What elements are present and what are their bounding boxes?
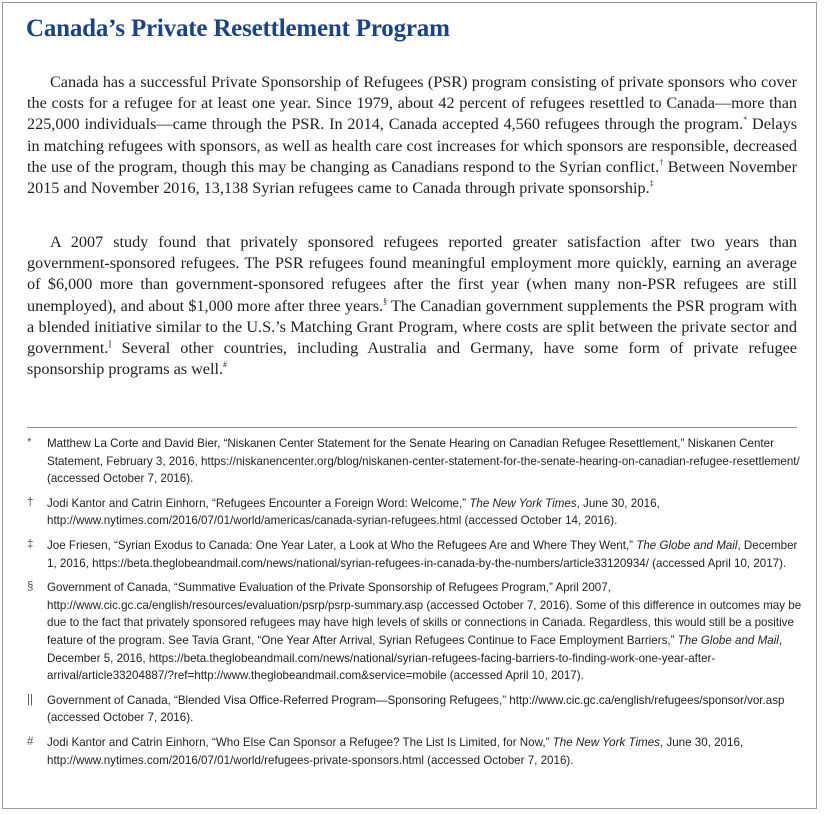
footnotes-list (27, 435, 802, 776)
footnote-item (27, 734, 802, 769)
footnote-mark: * (27, 437, 32, 449)
citation-text: Jodi Kantor and Catrin Einhorn, “Refugees Encounter a Foreign Word: Welcome,” (47, 496, 470, 510)
footnote-divider (27, 427, 797, 428)
citation-text: , June 30, 2016, http://www.nytimes.com/2016/07/01/world/americas/canada-syrian-refugees.html (accessed October 14, 2016). (47, 496, 660, 528)
footnote-item (27, 537, 802, 572)
footnote-text (47, 734, 802, 769)
citation-text: , June 30, 2016, http://www.nytimes.com/2016/07/01/world/refugees-private-sponsors.html (accessed October 7, 2016). (47, 735, 744, 767)
publication-title: The New York Times (552, 735, 660, 749)
footnote-text (47, 692, 802, 727)
body-paragraph (27, 72, 797, 199)
body-paragraph (27, 232, 797, 380)
citation-text: Government of Canada, “Summative Evaluation of the Private Sponsorship of Refugees Program,” April 2007, http://www.cic.gc.ca/english/resources/evaluation/psrp/psrp-summary.asp (accessed October 7, 2016). Some of this difference in outcomes may be due to the fact that privately sponsored refugees may have high levels of skills or connections in Canada. Regardless, this would still be a positive feature of the program. See Tavia Grant, “One Year After Arrival, Syrian Refugees Continue to Face Employment Barriers,” (47, 581, 802, 647)
citation-text: Jodi Kantor and Catrin Einhorn, “Who Else Can Sponsor a Refugee? The List Is Limited, for Now,” (47, 735, 553, 749)
paragraph-text: A 2007 study found that privately sponsored refugees reported greater satisfaction after two years than government-sponsored refugees. The PSR refugees found meaningful employment more quickly, earning an average of $6,000 more than government-sponsored refugees after the first year (when many non-PSR refugees are still unemployed), and about $1,000 more after three years. (27, 233, 797, 315)
citation-text: Matthew La Corte and David Bier, “Niskanen Center Statement for the Senate Hearing on Canadian Refugee Resettlement,” Niskanen Center Statement, February 3, 2016, https://niskanencenter.org/blog/niskanen-center-statement-for-the-senate-hearing-on-canadian-refugee-resettlement/ (accessed October 7, 2016). (47, 437, 800, 486)
sidebar-box (2, 2, 817, 809)
footnote-reference[interactable]: * (743, 115, 748, 125)
footnote-reference[interactable]: § (383, 296, 388, 306)
footnote-text (47, 579, 802, 685)
footnote-reference[interactable]: || (108, 339, 112, 349)
citation-text: , December 1, 2016, https://beta.theglobeandmail.com/news/national/syrian-refugees-in-canada-by-the-numbers/article33120934/ (accessed April 10, 2017). (47, 538, 798, 570)
footnote-text (47, 435, 802, 488)
publication-title: The Globe and Mail (636, 538, 738, 552)
footnote-reference[interactable]: † (659, 157, 664, 167)
footnote-item (27, 692, 802, 727)
footnote-item (27, 435, 802, 488)
citation-text: Government of Canada, “Blended Visa Office-Referred Program—Sponsoring Refugees,” http://www.cic.gc.ca/english/refugees/sponsor/vor.asp (accessed October 7, 2016). (47, 693, 785, 725)
box-title: Canada’s Private Resettlement Program (26, 15, 450, 42)
paragraph-text: The Canadian government supplements the PSR program with a blended initiative similar to the U.S.’s Matching Grant Program, where costs are split between the private sector and government. (27, 296, 797, 358)
footnote-text (47, 537, 802, 572)
footnote-reference[interactable]: ‡ (649, 179, 654, 189)
footnote-item (27, 579, 802, 685)
publication-title: The New York Times (469, 496, 577, 510)
footnote-mark: § (27, 581, 34, 594)
footnote-item (27, 495, 802, 530)
footnote-text (47, 495, 802, 530)
paragraph-text: Between November 2015 and November 2016, 13,138 Syrian refugees came to Canada through private sponsorship. (27, 157, 797, 198)
publication-title: The Globe and Mail (677, 633, 779, 647)
paragraph-text: Several other countries, including Australia and Germany, have some form of private refugee sponsorship programs as well. (27, 339, 797, 379)
footnote-mark: ‡ (27, 538, 34, 551)
footnote-reference[interactable]: # (223, 360, 228, 370)
footnote-mark: || (27, 693, 33, 706)
paragraph-text: Canada has a successful Private Sponsorship of Refugees (PSR) program consisting of private sponsors who cover the costs for a refugee for at least one year. Since 1979, about 42 percent of refugees resettled to Canada—more than 225,000 individuals—came through the PSR. In 2014, Canada accepted 4,560 refugees through the program. (27, 73, 797, 134)
paragraph-text: Delays in matching refugees with sponsors, as well as health care cost increases for which sponsors are responsible, decreased the use of the program, though this may be changing as Canadians respond to the Syrian conflict. (27, 115, 798, 176)
citation-text: , December 5, 2016, https://beta.theglobeandmail.com/news/national/syrian-refugees-facing-barriers-to-finding-work-one-year-after-arrival/article33204887/?ref=http://www.theglobeandmail.com&service=mobile (accessed April 10, 2017). (47, 633, 783, 683)
footnote-mark: # (27, 735, 34, 748)
footnote-mark: † (27, 496, 34, 509)
citation-text: Joe Friesen, “Syrian Exodus to Canada: One Year Later, a Look at Who the Refugees Are and Where They Went,” (47, 538, 637, 552)
